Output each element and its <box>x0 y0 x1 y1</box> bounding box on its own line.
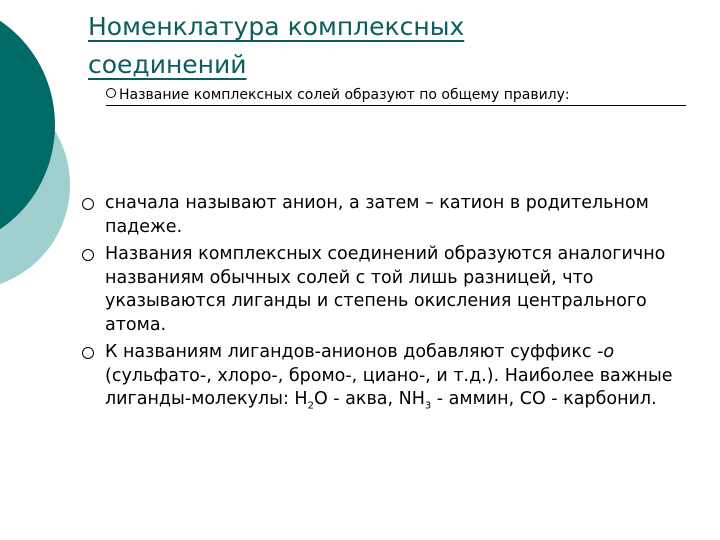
bullet-circle-icon <box>82 347 94 359</box>
slide-title-line1: Номенклатура комплексных <box>88 12 465 41</box>
list-item <box>80 192 680 239</box>
bullet-circle-icon <box>106 88 116 98</box>
bullet-text-3-part1: К названиям лигандов-анионов добавляют суффикс - <box>105 342 604 362</box>
subscript-3: 3 <box>424 400 432 412</box>
bullet-text-3-part3: O - аква, NH <box>313 389 425 409</box>
bullet-text-3-part4: - аммин, CO - карбонил. <box>431 389 657 409</box>
slide-title <box>88 8 688 84</box>
slide-subtitle <box>106 87 686 106</box>
list-item <box>80 243 680 337</box>
subscript-2: 2 <box>307 400 314 412</box>
slide-title-line2: соединений <box>88 50 247 79</box>
bullet-text-3 <box>105 342 673 412</box>
bullet-text-1: сначала называют анион, а затем – катион в родительном падеже. <box>105 193 649 237</box>
list-item <box>80 341 680 412</box>
bullet-circle-icon <box>82 198 94 210</box>
suffix-o: о <box>603 342 615 362</box>
bullet-text-3-part2: (сульфато-, хлоро-, бромо-, циано-, и т.д.). Наиболее важные лиганды-молекулы: H <box>105 365 673 409</box>
slide-subtitle-text: Название комплексных солей образуют по общему правилу: <box>119 87 570 103</box>
bullet-list <box>80 192 680 416</box>
bullet-circle-icon <box>82 249 94 261</box>
bullet-text-2: Названия комплексных соединений образуются аналогично названиям обычных солей с той лишь разницей, что указываются лиганды и степень окисления центрального атома. <box>105 244 666 335</box>
